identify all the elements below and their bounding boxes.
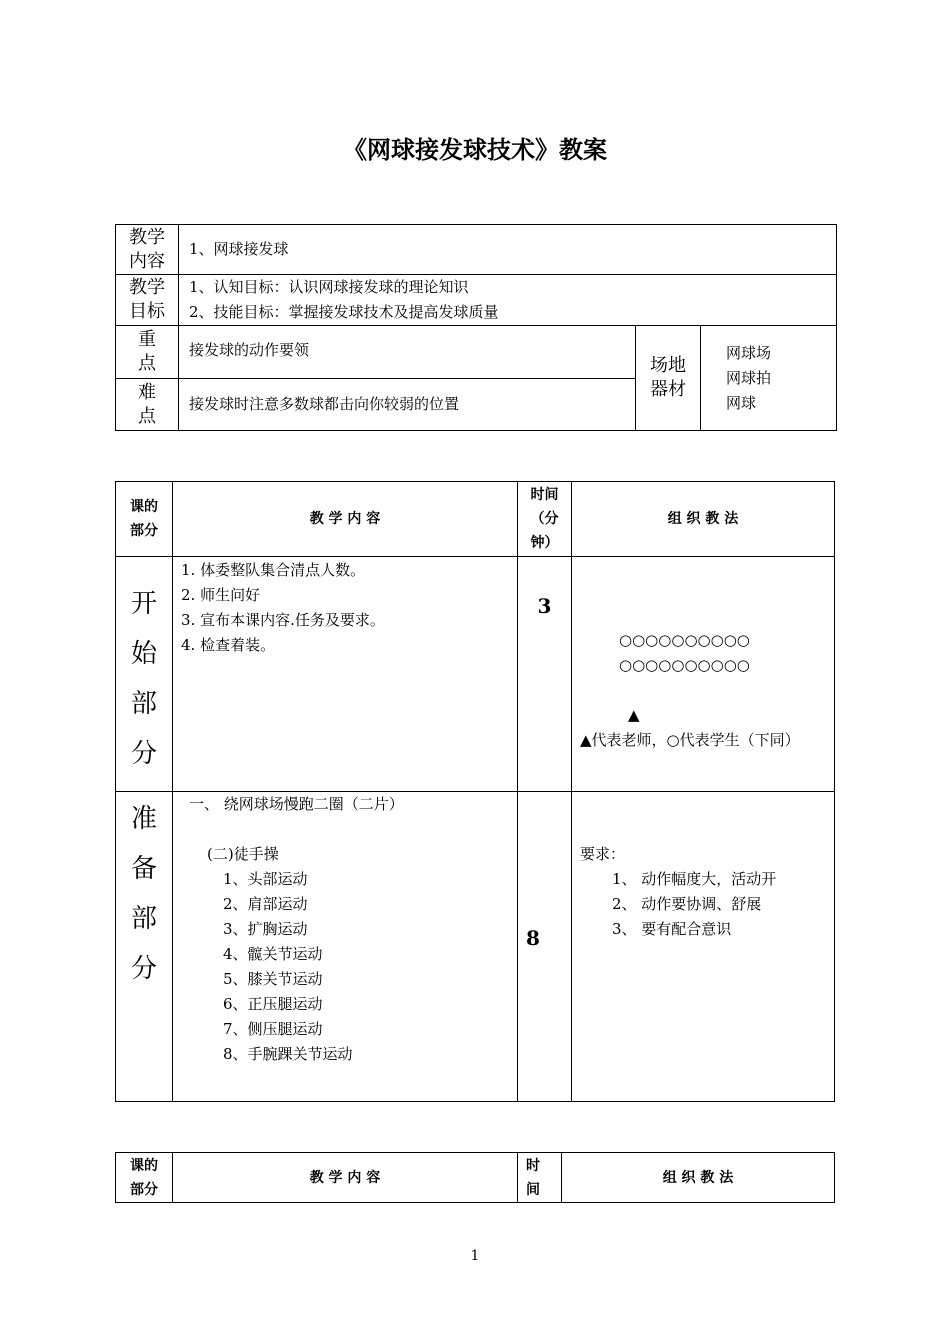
list-item: 1、 动作幅度大，活动开 (612, 870, 777, 888)
legend: ▲代表老师，○代表学生（下同） (580, 731, 800, 749)
list-item: 3、扩胸运动 (223, 920, 308, 938)
list-item: 4. 检查着装。 (181, 636, 276, 654)
diff-label: 难 点 (116, 379, 179, 431)
header-method: 组 织 教 法 (572, 482, 835, 557)
prep-sublist (173, 867, 517, 1067)
list-item: 6、正压腿运动 (223, 995, 323, 1013)
req-label: 要求： (580, 845, 626, 863)
list-item: 1. 体委整队集合清点人数。 (181, 561, 366, 579)
goal-value: 1、认知目标：认识网球接发球的理论知识 2、技能目标：掌握接发球技术及提高发球质量 (179, 275, 837, 326)
info-table (115, 224, 837, 431)
diff-value: 接发球时注意多数球都击向你较弱的位置 (179, 379, 636, 431)
list-item: 7、侧压腿运动 (223, 1020, 323, 1038)
header-content: 教 学 内 容 (173, 1153, 518, 1203)
teacher-mark: ▲ (628, 706, 640, 724)
header-part: 课的 部分 (116, 482, 173, 557)
prep-content (173, 792, 518, 1102)
prep-time: 8 (518, 792, 572, 1102)
start-part: 开 始 部 分 (116, 557, 173, 792)
list-item: 2、肩部运动 (223, 895, 308, 913)
student-row: ○○○○○○○○○○ (619, 631, 750, 649)
list-item: 5、膝关节运动 (223, 970, 323, 988)
content-value: 1、网球接发球 (179, 225, 837, 275)
list-item: 8、手腕踝关节运动 (223, 1045, 353, 1063)
prep-item: (二)徒手操 (207, 845, 279, 863)
start-content (173, 557, 518, 792)
list-item: 1、头部运动 (223, 870, 308, 888)
prep-part: 准 备 部 分 (116, 792, 173, 1102)
student-row: ○○○○○○○○○○ (619, 656, 750, 674)
start-time: 3 (518, 557, 572, 792)
venue-label: 场地 器材 (636, 326, 701, 431)
list-item: 2、 动作要协调、舒展 (612, 895, 762, 913)
list-item: 3. 宣布本课内容.任务及要求。 (181, 611, 385, 629)
header-time: 时 间 (518, 1153, 562, 1203)
key-label: 重 点 (116, 326, 179, 379)
header-content: 教 学 内 容 (173, 482, 518, 557)
prep-item: 一、 绕网球场慢跑二圈（二片） (189, 795, 404, 813)
content-label: 教学 内容 (116, 225, 179, 275)
lesson-table-2 (115, 1152, 835, 1203)
venue-items: 网球场 网球拍 网球 (701, 326, 837, 431)
lesson-table (115, 481, 835, 1102)
header-time: 时间 （分 钟） (518, 482, 572, 557)
key-value: 接发球的动作要领 (179, 326, 636, 379)
goal-label: 教学 目标 (116, 275, 179, 326)
start-method (572, 557, 835, 792)
list-item: 4、髋关节运动 (223, 945, 323, 963)
header-part: 课的 部分 (116, 1153, 173, 1203)
prep-method (572, 792, 835, 1102)
page-number: 1 (470, 1248, 480, 1264)
page-title: 《网球接发球技术》教案 (343, 135, 607, 164)
list-item: 2. 师生问好 (181, 586, 261, 604)
list-item: 3、 要有配合意识 (612, 920, 732, 938)
header-method: 组 织 教 法 (562, 1153, 835, 1203)
